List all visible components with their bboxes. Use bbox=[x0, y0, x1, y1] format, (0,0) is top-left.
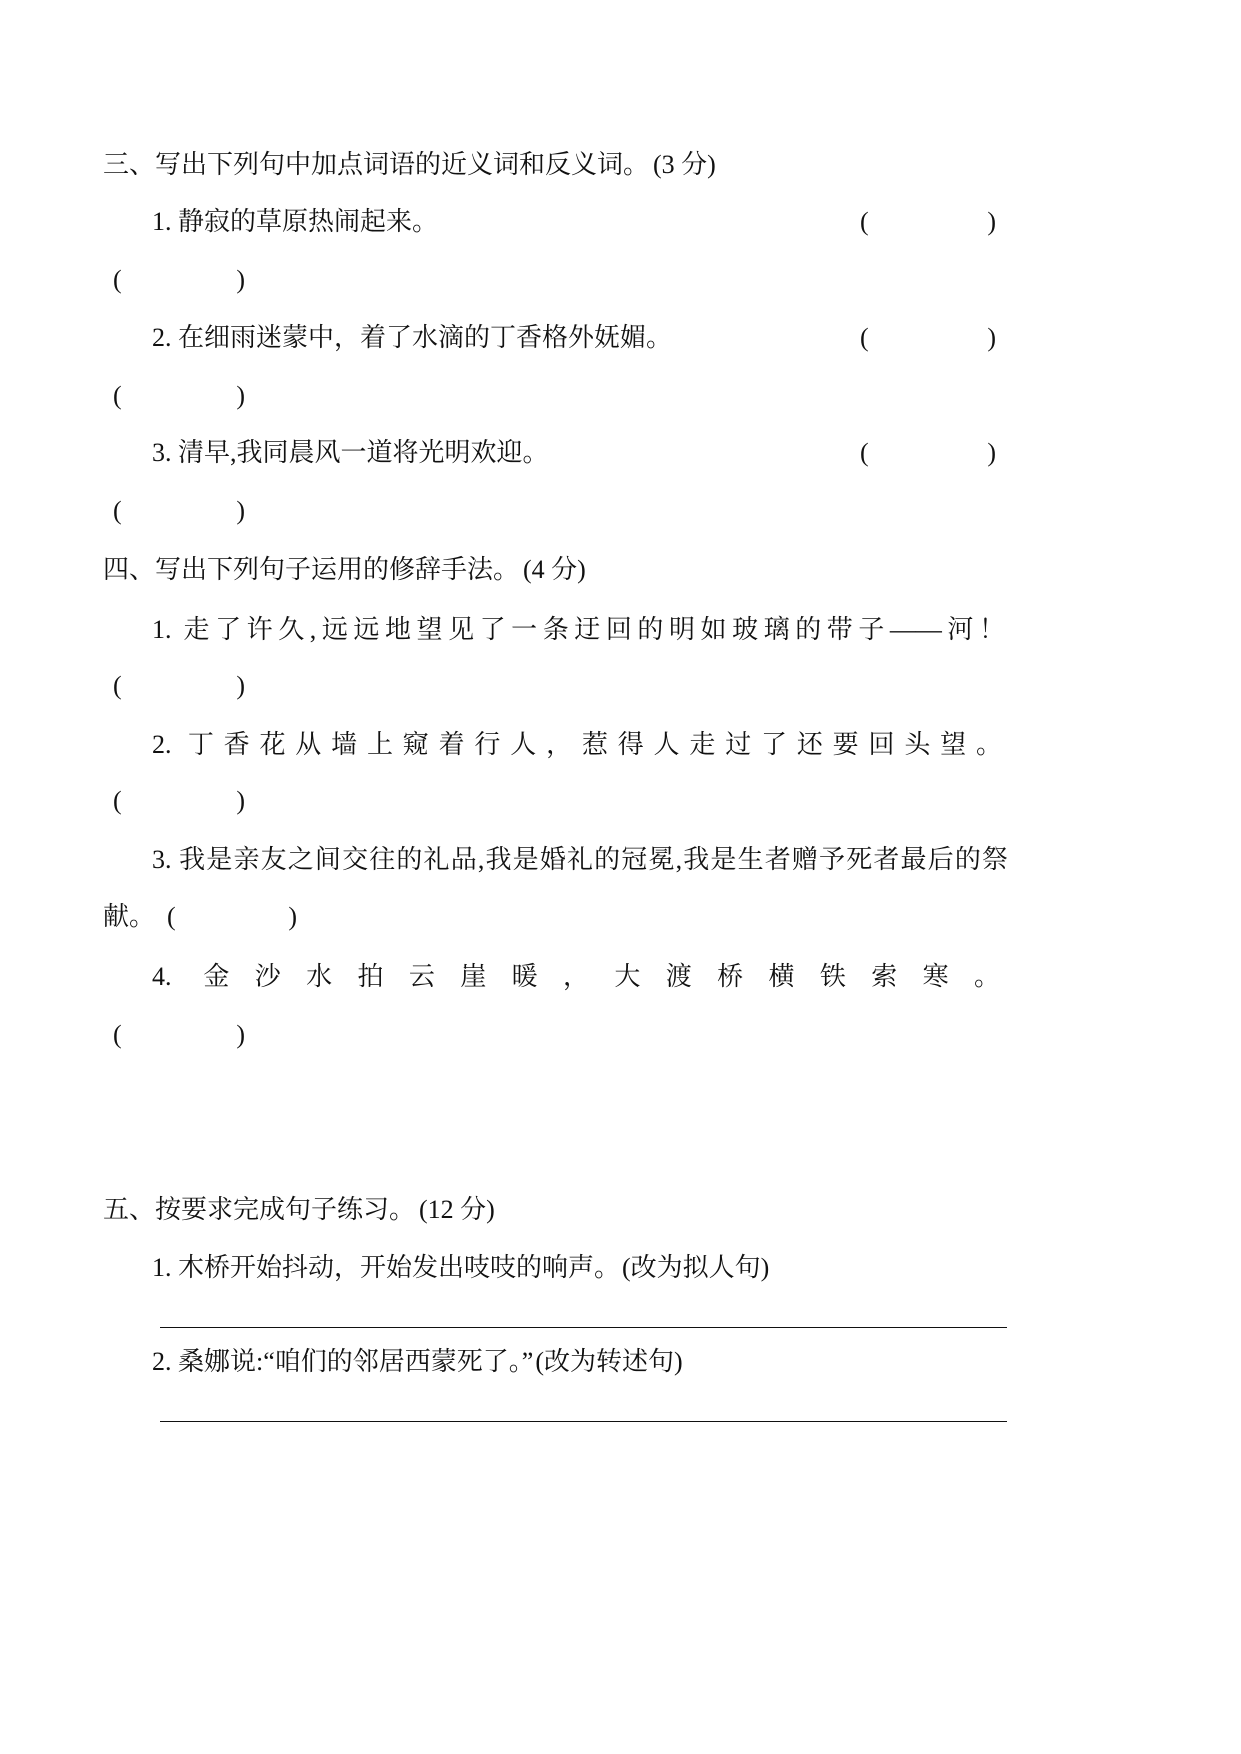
section5-item-1-instruction: (改为拟人句) bbox=[622, 1253, 770, 1282]
blank-close-paren: ) bbox=[236, 1020, 245, 1049]
section3-score: (3 分) bbox=[653, 150, 716, 179]
section4-item-4: 4. 金沙水拍云崖暖，大渡桥横铁索寒。 bbox=[152, 962, 1000, 991]
section3-item-3: 3. 清早,我同晨风一道将光明欢迎。 bbox=[152, 438, 549, 467]
answer-blank-synonym bbox=[860, 205, 996, 239]
answer-blank-antonym bbox=[113, 263, 245, 297]
blank-close-paren: ) bbox=[987, 323, 996, 352]
answer-blank-rhetoric bbox=[113, 669, 245, 703]
blank-close-paren: ) bbox=[236, 265, 245, 294]
blank-close-paren: ) bbox=[236, 786, 245, 815]
section3-title: 三、写出下列句中加点词语的近义词和反义词。 bbox=[103, 150, 650, 179]
blank-open-paren: ( bbox=[113, 381, 122, 410]
blank-open-paren: ( bbox=[860, 323, 869, 352]
blank-close-paren: ) bbox=[987, 207, 996, 236]
section5-score: (12 分) bbox=[419, 1195, 495, 1224]
section4-item-2: 2. 丁香花从墙上窥着行人，惹得人走过了还要回头望。 bbox=[152, 730, 1002, 759]
section4-item-1: 1. 走了许久,远远地望见了一条迂回的明如玻璃的带子——河！ bbox=[152, 615, 1005, 644]
blank-close-paren: ) bbox=[236, 671, 245, 700]
section5-item-2-text: 2. 桑娜说:“咱们的邻居西蒙死了。” bbox=[152, 1347, 534, 1376]
answer-blank-antonym bbox=[113, 379, 245, 413]
blank-open-paren: ( bbox=[113, 786, 122, 815]
section4-title: 四、写出下列句子运用的修辞手法。 bbox=[103, 555, 520, 584]
section5-item-2 bbox=[152, 1345, 683, 1379]
blank-open-paren: ( bbox=[113, 1020, 122, 1049]
section4-item-3: 3. 我是亲友之间交往的礼品,我是婚礼的冠冕,我是生者赠予死者最后的祭 bbox=[152, 845, 1008, 874]
blank-open-paren: ( bbox=[113, 496, 122, 525]
blank-close-paren: ) bbox=[288, 902, 297, 931]
answer-line bbox=[160, 1327, 1007, 1328]
section3-heading bbox=[103, 148, 716, 182]
answer-blank-rhetoric bbox=[167, 900, 297, 934]
section3-item-1: 1. 静寂的草原热闹起来。 bbox=[152, 207, 439, 236]
blank-close-paren: ) bbox=[987, 438, 996, 467]
section5-item-1-text: 1. 木桥开始抖动，开始发出吱吱的响声。 bbox=[152, 1253, 621, 1282]
blank-close-paren: ) bbox=[236, 381, 245, 410]
blank-open-paren: ( bbox=[113, 671, 122, 700]
section4-item-3-continuation: 献。 bbox=[103, 902, 156, 931]
blank-open-paren: ( bbox=[860, 207, 869, 236]
section5-title: 五、按要求完成句子练习。 bbox=[103, 1195, 416, 1224]
blank-open-paren: ( bbox=[113, 265, 122, 294]
answer-blank-antonym bbox=[113, 494, 245, 528]
blank-open-paren: ( bbox=[167, 902, 176, 931]
answer-blank-rhetoric bbox=[113, 1018, 245, 1052]
answer-blank-synonym bbox=[860, 321, 996, 355]
blank-close-paren: ) bbox=[236, 496, 245, 525]
section4-score: (4 分) bbox=[523, 555, 586, 584]
section5-item-2-instruction: (改为转述句) bbox=[535, 1347, 683, 1376]
answer-blank-synonym bbox=[860, 436, 996, 470]
section3-item-2: 2. 在细雨迷蒙中，着了水滴的丁香格外妩媚。 bbox=[152, 323, 673, 352]
answer-line bbox=[160, 1421, 1007, 1422]
section5-heading bbox=[103, 1193, 495, 1227]
blank-open-paren: ( bbox=[860, 438, 869, 467]
section5-item-1 bbox=[152, 1251, 769, 1285]
section4-heading bbox=[103, 553, 586, 587]
answer-blank-rhetoric bbox=[113, 784, 245, 818]
